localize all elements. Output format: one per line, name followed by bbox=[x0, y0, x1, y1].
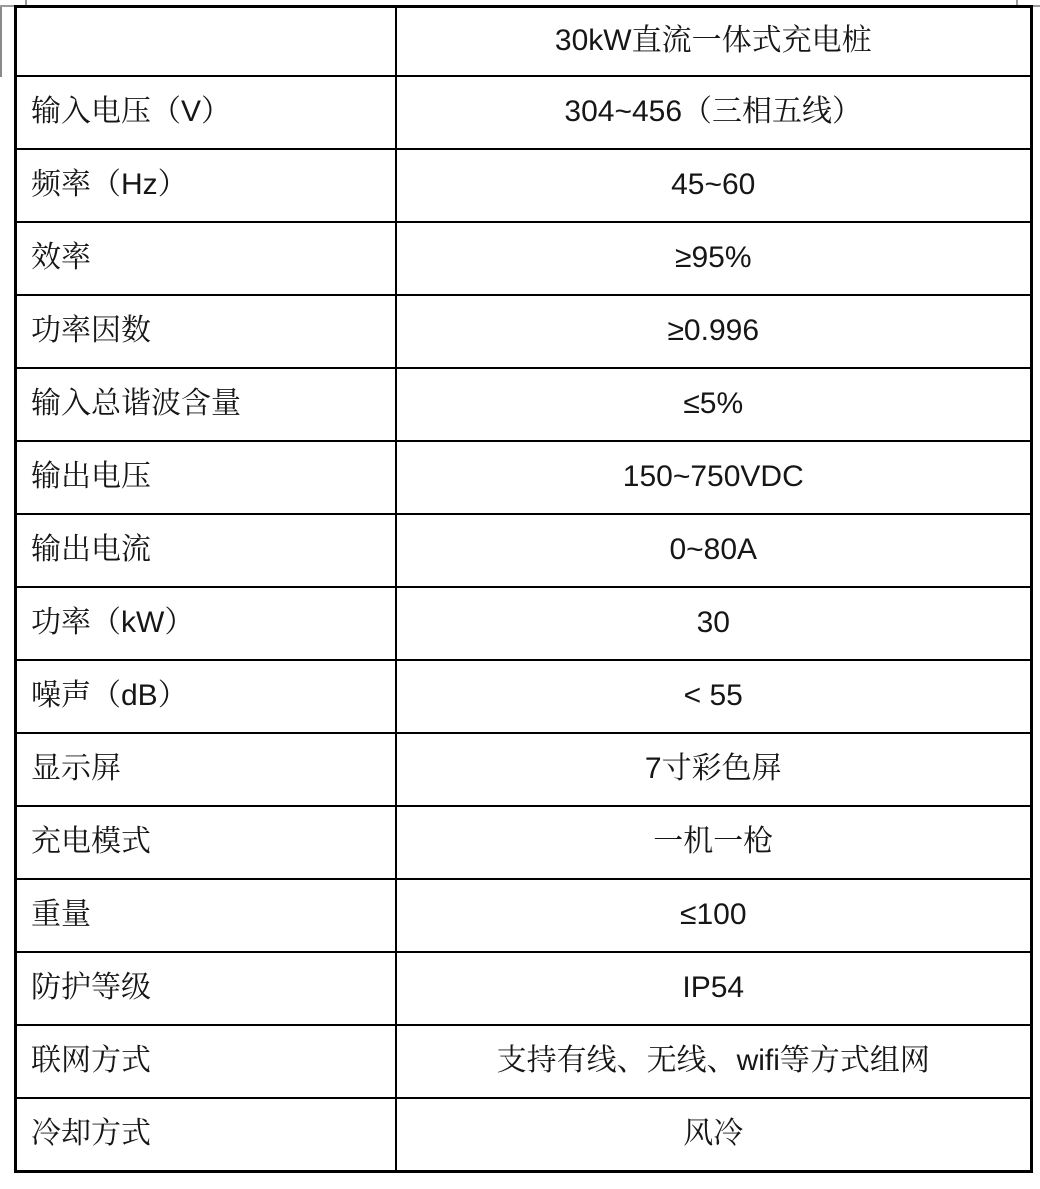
spec-value: 风冷 bbox=[396, 1098, 1032, 1172]
spec-label: 功率（kW） bbox=[16, 587, 396, 660]
table-row bbox=[16, 587, 1032, 660]
table-row bbox=[16, 295, 1032, 368]
spec-value: IP54 bbox=[396, 952, 1032, 1025]
spec-label: 冷却方式 bbox=[16, 1098, 396, 1172]
spec-value: 支持有线、无线、wifi等方式组网 bbox=[396, 1025, 1032, 1098]
crop-artifact-left-line bbox=[0, 7, 2, 77]
table-row bbox=[16, 441, 1032, 514]
spec-label: 输入总谐波含量 bbox=[16, 368, 396, 441]
table-row bbox=[16, 149, 1032, 222]
spec-label: 联网方式 bbox=[16, 1025, 396, 1098]
spec-label: 输出电压 bbox=[16, 441, 396, 514]
table-row bbox=[16, 733, 1032, 806]
table-row bbox=[16, 222, 1032, 295]
spec-value: 7寸彩色屏 bbox=[396, 733, 1032, 806]
spec-value: 304~456（三相五线） bbox=[396, 76, 1032, 149]
table-row bbox=[16, 952, 1032, 1025]
table-row bbox=[16, 660, 1032, 733]
spec-value: ≥0.996 bbox=[396, 295, 1032, 368]
crop-artifact-top-line-left bbox=[0, 5, 14, 7]
spec-label: 功率因数 bbox=[16, 295, 396, 368]
table-row bbox=[16, 76, 1032, 149]
spec-value: ≤100 bbox=[396, 879, 1032, 952]
table-row bbox=[16, 368, 1032, 441]
table-row bbox=[16, 514, 1032, 587]
table-title: 30kW直流一体式充电桩 bbox=[396, 7, 1032, 77]
header-row bbox=[16, 7, 1032, 77]
spec-label: 显示屏 bbox=[16, 733, 396, 806]
spec-label: 充电模式 bbox=[16, 806, 396, 879]
spec-value: 0~80A bbox=[396, 514, 1032, 587]
spec-label: 防护等级 bbox=[16, 952, 396, 1025]
spec-label: 噪声（dB） bbox=[16, 660, 396, 733]
spec-value: 45~60 bbox=[396, 149, 1032, 222]
spec-value: 一机一枪 bbox=[396, 806, 1032, 879]
spec-label: 输出电流 bbox=[16, 514, 396, 587]
spec-value: ≤5% bbox=[396, 368, 1032, 441]
spec-value: 150~750VDC bbox=[396, 441, 1032, 514]
header-empty-cell bbox=[16, 7, 396, 77]
spec-table-body bbox=[16, 7, 1032, 1172]
spec-label: 输入电压（V） bbox=[16, 76, 396, 149]
table-row bbox=[16, 1025, 1032, 1098]
table-row bbox=[16, 806, 1032, 879]
table-row bbox=[16, 879, 1032, 952]
spec-value: 30 bbox=[396, 587, 1032, 660]
table-row bbox=[16, 1098, 1032, 1172]
spec-label: 重量 bbox=[16, 879, 396, 952]
spec-table bbox=[14, 5, 1033, 1173]
spec-value: ≥95% bbox=[396, 222, 1032, 295]
spec-label: 频率（Hz） bbox=[16, 149, 396, 222]
spec-label: 效率 bbox=[16, 222, 396, 295]
spec-value: < 55 bbox=[396, 660, 1032, 733]
